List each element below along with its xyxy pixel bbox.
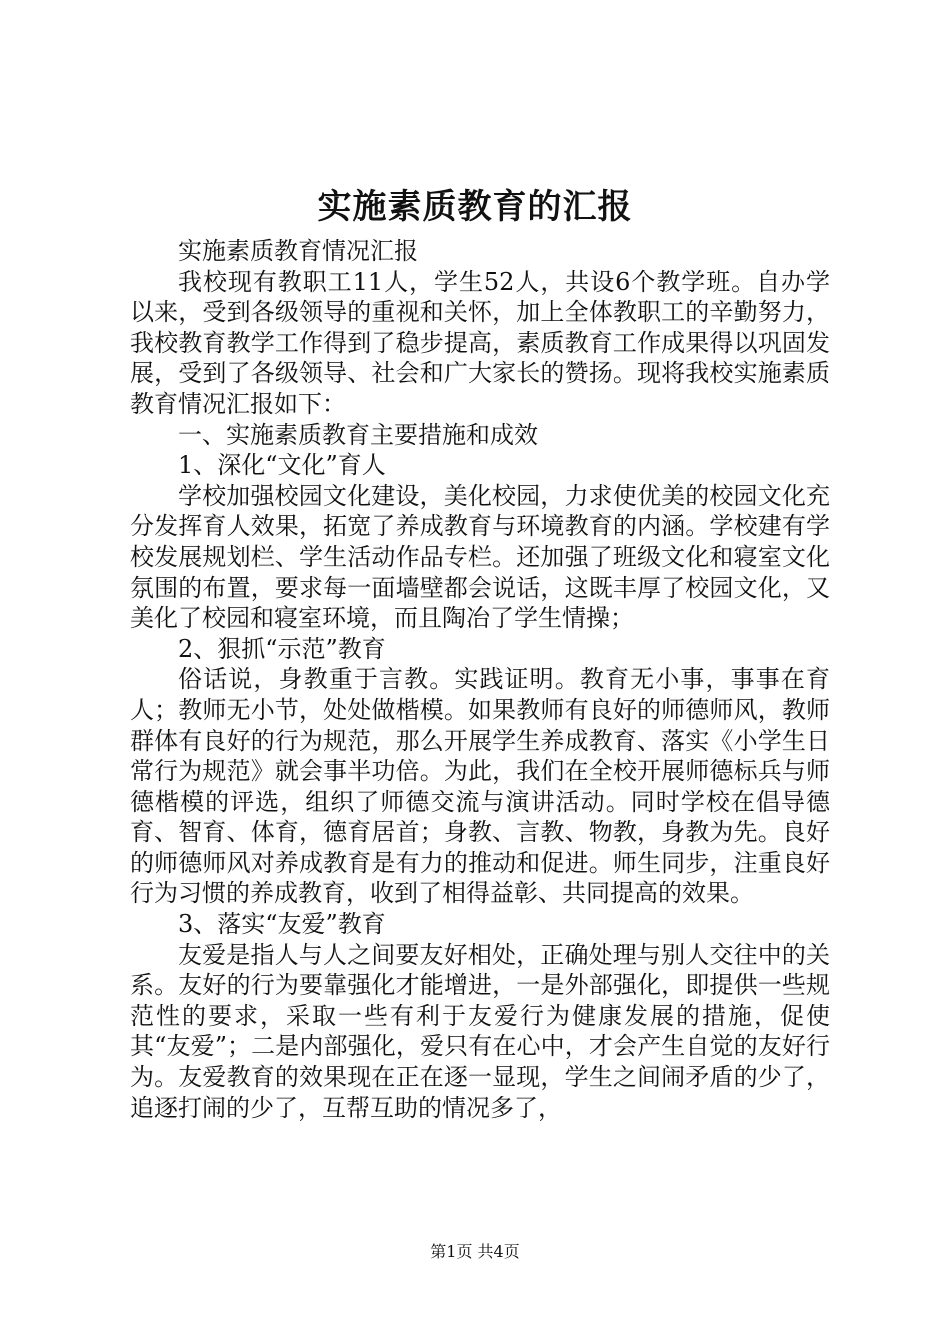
subheading-3: 3、落实“友爱”教育: [178, 910, 386, 939]
subheading-2: 2、狠抓“示范”教育: [178, 634, 386, 663]
paragraph-intro: 我校现有教职工11人，学生52人，共设6个教学班。自办学以来，受到各级领导的重视和关怀，加上全体教职工的辛勤努力，我校教育教学工作得到了稳步提高，素质教育工作成果得以巩固发展，受到了各级领导、社会和广大家长的赞扬。现将我校实施素质教育情况汇报如下：: [130, 267, 830, 418]
page-number-footer: 第1页 共4页: [430, 1242, 520, 1261]
section-heading-1: 一、实施素质教育主要措施和成效: [178, 420, 538, 449]
paragraph-friendship: 友爱是指人与人之间要友好相处，正确处理与别人交往中的关系。友好的行为要靠强化才能增进，一是外部强化，即提供一些规范性的要求，采取一些有利于友爱行为健康发展的措施，促使其“友爱”；二是内部强化，爱只有在心中，才会产生自觉的友好行为。友爱教育的效果现在正在逐一显现，学生之间闹矛盾的少了，追逐打闹的少了，互帮互助的情况多了，: [130, 940, 830, 1122]
paragraph-model: 俗话说，身教重于言教。实践证明。教育无小事，事事在育人；教师无小节，处处做楷模。如果教师有良好的师德师风，教师群体有良好的行为规范，那么开展学生养成教育、落实《小学生日常行为规范》就会事半功倍。为此，我们在全校开展师德标兵与师德楷模的评选，组织了师德交流与演讲活动。同时学校在倡导德育、智育、体育，德育居首；身教、言教、物教，身教为先。良好的师德师风对养成教育是有力的推动和促进。师生同步，注重良好行为习惯的养成教育，收到了相得益彰、共同提高的效果。: [130, 665, 830, 908]
paragraph-subtitle: 实施素质教育情况汇报: [178, 237, 418, 265]
document-body: [130, 236, 830, 1123]
paragraph-culture: 学校加强校园文化建设，美化校园，力求使优美的校园文化充分发挥育人效果，拓宽了养成教育与环境教育的内涵。学校建有学校发展规划栏、学生活动作品专栏。还加强了班级文化和寝室文化氛围的布置，要求每一面墙壁都会说话，这既丰厚了校园文化，又美化了校园和寝室环境，而且陶冶了学生情操；: [130, 481, 830, 633]
document-title: 实施素质教育的汇报: [317, 187, 633, 227]
subheading-1: 1、深化“文化”育人: [178, 451, 386, 480]
